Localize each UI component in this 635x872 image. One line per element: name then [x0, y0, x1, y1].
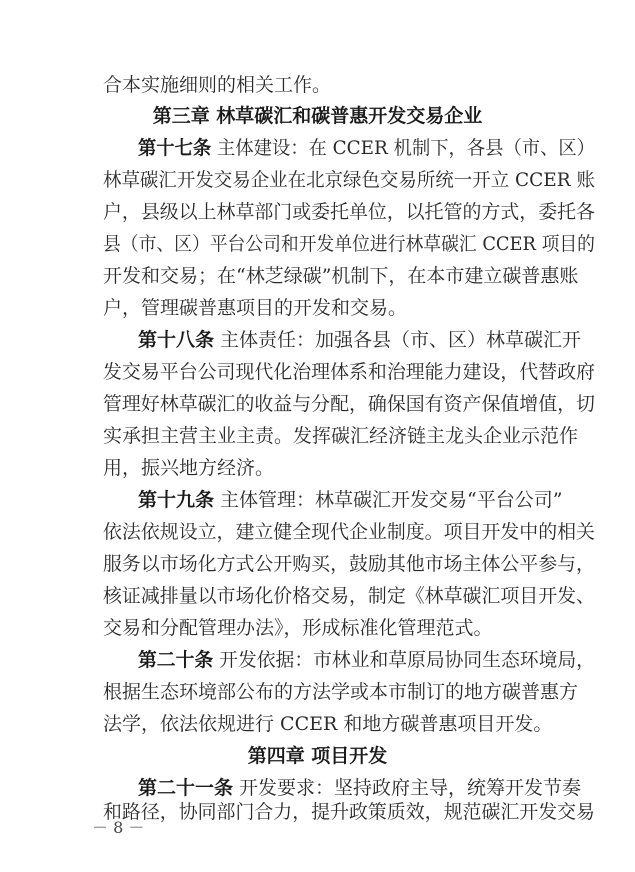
article-19-first-line: [0, 488, 562, 512]
article-18-text: 主体责任：加强各县（市、区）林草碳汇开: [214, 329, 582, 351]
text-line: 核证减排量以市场化价格交易，制定《林草碳汇项目开发、: [103, 585, 595, 607]
text-line: 户，管理碳普惠项目的开发和交易。: [103, 297, 408, 319]
text-line: 和路径，协同部门合力，提升政策质效，规范碳汇开发交易: [103, 801, 595, 823]
text-line: 户，县级以上林草部门或委托单位，以托管的方式，委托各: [103, 201, 595, 223]
article-21-text: 开发要求：坚持政府主导，统筹开发节奏: [233, 777, 582, 799]
text-line: 开发和交易；在“林芝绿碳”机制下，在本市建立碳普惠账: [103, 265, 579, 287]
text-line: 服务以市场化方式公开购买，鼓励其他市场主体公平参与，: [103, 553, 595, 575]
text-line: 合本实施细则的相关工作。: [103, 74, 332, 96]
page-number: － 8 －: [92, 818, 145, 837]
article-19-text: 主体管理：林草碳汇开发交易“平台公司”: [214, 489, 563, 511]
text-line: 交易和分配管理办法》，形成标准化管理范式。: [103, 617, 493, 639]
text-line: 根据生态环境部公布的方法学或本市制订的地方碳普惠方: [103, 681, 579, 703]
chapter-4-heading: 第四章 项目开发: [247, 745, 388, 767]
text-line: 用，振兴地方经济。: [103, 457, 275, 479]
article-19-number: 第十九条: [138, 489, 215, 511]
article-20-text: 开发依据：市林业和草原局协同生态环境局，: [213, 649, 595, 671]
text-line: 发交易平台公司现代化治理体系和治理能力建设，代替政府: [103, 361, 595, 383]
article-20-first-line: [2, 648, 595, 672]
article-17-number: 第十七条: [138, 137, 212, 159]
article-17-text: 主体建设：在 CCER 机制下，各县（市、区）: [211, 137, 595, 159]
text-line: 管理好林草碳汇的收益与分配，确保国有资产保值增值，切: [103, 393, 595, 415]
text-line: 实承担主营主业主责。发挥碳汇经济链主龙头企业示范作: [103, 425, 579, 447]
article-21-number: 第二十一条: [138, 777, 234, 799]
article-20-number: 第二十条: [138, 649, 214, 671]
text-line: 依法依规设立，建立健全现代企业制度。项目开发中的相关: [103, 521, 595, 543]
text-line: 林草碳汇开发交易企业在北京绿色交易所统一开立 CCER 账: [103, 169, 596, 191]
chapter-3-heading: 第三章 林草碳汇和碳普惠开发交易企业: [152, 105, 483, 127]
text-line: 法学，依法依规进行 CCER 和地方碳普惠项目开发。: [103, 713, 553, 735]
article-17-first-line: [5, 136, 595, 160]
article-18-first-line: [0, 328, 581, 352]
text-line: 县（市、区）平台公司和开发单位进行林草碳汇 CCER 项目的: [103, 233, 595, 255]
article-21-first-line: [0, 776, 581, 800]
article-18-number: 第十八条: [138, 329, 215, 351]
